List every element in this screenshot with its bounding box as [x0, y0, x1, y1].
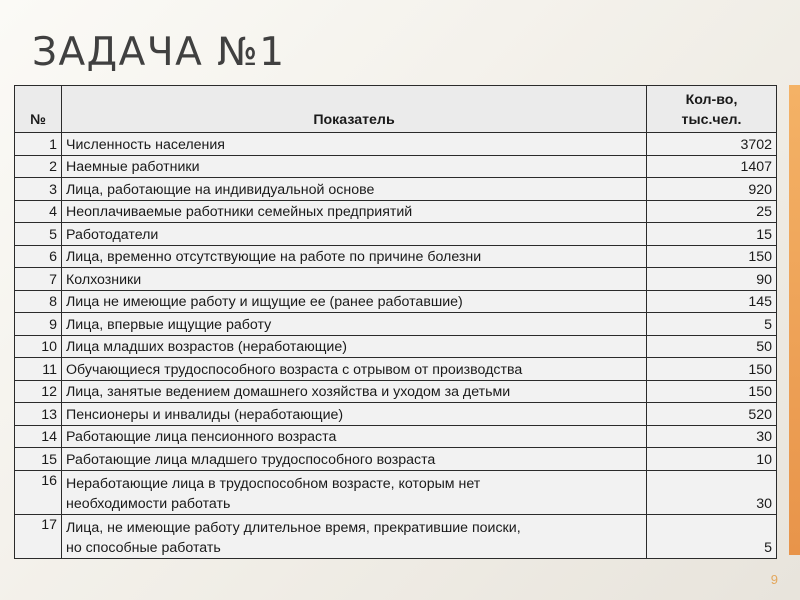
- table-row: [15, 245, 777, 268]
- row-value: 920: [647, 178, 777, 201]
- table-row: [15, 380, 777, 403]
- row-label: [62, 514, 647, 558]
- row-value: 145: [647, 290, 777, 313]
- row-label: Лица, временно отсутствующие на работе по причине болезни: [62, 245, 647, 268]
- row-number: 7: [15, 268, 62, 291]
- table-row: [15, 178, 777, 201]
- row-value: 90: [647, 268, 777, 291]
- table-row: [15, 470, 777, 514]
- row-value: 30: [647, 425, 777, 448]
- slide-title: ЗАДАЧА №1: [32, 30, 286, 75]
- row-number: 15: [15, 448, 62, 471]
- row-number: 17: [15, 514, 62, 558]
- row-number: 8: [15, 290, 62, 313]
- row-number: 13: [15, 403, 62, 426]
- row-number: 4: [15, 200, 62, 223]
- data-table: [14, 85, 777, 559]
- table-header-row: [15, 86, 777, 133]
- accent-bar: [789, 85, 800, 555]
- table-row: [15, 133, 777, 156]
- row-label: Лица, впервые ищущие работу: [62, 313, 647, 336]
- row-label: Лица не имеющие работу и ищущие ее (ранее работавшие): [62, 290, 647, 313]
- row-label: [62, 470, 647, 514]
- row-value: 25: [647, 200, 777, 223]
- row-label-line2: необходимости работать: [66, 495, 231, 512]
- row-number: 12: [15, 380, 62, 403]
- row-label-line1: Лица, не имеющие работу длительное время, прекратившие поиски,: [66, 519, 521, 536]
- row-label: Численность населения: [62, 133, 647, 156]
- table-row: [15, 200, 777, 223]
- table-row: [15, 335, 777, 358]
- row-value: 150: [647, 245, 777, 268]
- row-number: 2: [15, 155, 62, 178]
- row-number: 16: [15, 470, 62, 514]
- row-value: 3702: [647, 133, 777, 156]
- row-number: 1: [15, 133, 62, 156]
- row-label-line2: но способные работать: [66, 539, 221, 556]
- row-label: Лица, занятые ведением домашнего хозяйства и уходом за детьми: [62, 380, 647, 403]
- row-value: 30: [647, 470, 777, 514]
- row-value: 15: [647, 223, 777, 246]
- row-number: 6: [15, 245, 62, 268]
- table-row: [15, 155, 777, 178]
- table-row: [15, 268, 777, 291]
- row-label: Пенсионеры и инвалиды (неработающие): [62, 403, 647, 426]
- row-number: 11: [15, 358, 62, 381]
- row-number: 5: [15, 223, 62, 246]
- header-indicator: Показатель: [62, 86, 647, 133]
- header-quantity: [647, 86, 777, 133]
- row-label: Лица младших возрастов (неработающие): [62, 335, 647, 358]
- page-number: 9: [770, 572, 778, 587]
- row-value: 520: [647, 403, 777, 426]
- row-value: 50: [647, 335, 777, 358]
- table-row: [15, 448, 777, 471]
- row-number: 10: [15, 335, 62, 358]
- table-row: [15, 313, 777, 336]
- row-label: Неоплачиваемые работники семейных предприятий: [62, 200, 647, 223]
- row-value: 150: [647, 380, 777, 403]
- row-number: 9: [15, 313, 62, 336]
- row-label: Работающие лица младшего трудоспособного возраста: [62, 448, 647, 471]
- table-row: [15, 358, 777, 381]
- row-value: 10: [647, 448, 777, 471]
- table-row: [15, 290, 777, 313]
- table-row: [15, 425, 777, 448]
- row-label: Обучающиеся трудоспособного возраста с отрывом от производства: [62, 358, 647, 381]
- row-label: Лица, работающие на индивидуальной основе: [62, 178, 647, 201]
- row-label: Колхозники: [62, 268, 647, 291]
- header-number: №: [15, 86, 62, 133]
- table-row: [15, 514, 777, 558]
- table-row: [15, 223, 777, 246]
- row-number: 3: [15, 178, 62, 201]
- row-value: 150: [647, 358, 777, 381]
- row-label: Работодатели: [62, 223, 647, 246]
- row-value: 1407: [647, 155, 777, 178]
- row-number: 14: [15, 425, 62, 448]
- row-label: Работающие лица пенсионного возраста: [62, 425, 647, 448]
- row-label-line1: Неработающие лица в трудоспособном возрасте, которым нет: [66, 475, 481, 492]
- header-quantity-line2: тыс.чел.: [681, 112, 742, 128]
- header-quantity-line1: Кол-во,: [685, 92, 738, 108]
- row-value: 5: [647, 514, 777, 558]
- row-label: Наемные работники: [62, 155, 647, 178]
- row-value: 5: [647, 313, 777, 336]
- table-row: [15, 403, 777, 426]
